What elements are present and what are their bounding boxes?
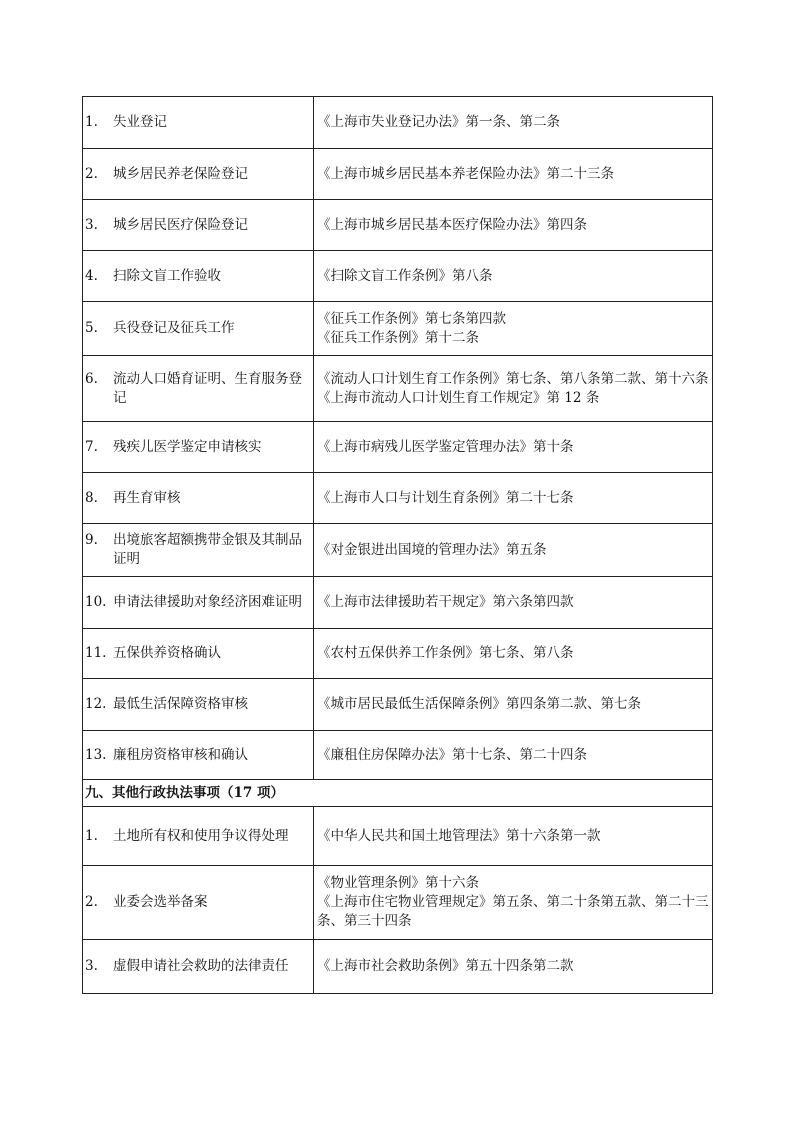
table-row: [83, 251, 713, 302]
legal-basis-text: 《上海市流动人口计划生育工作规定》第 12 条: [317, 389, 600, 406]
item-cell: [83, 807, 314, 866]
legal-basis-text: 《流动人口计划生育工作条例》第七条、第八条第二款、第十六条: [317, 370, 709, 387]
item-cell: [83, 422, 314, 473]
item-wrap: [83, 438, 313, 457]
item-cell: [83, 356, 314, 422]
legal-basis-text: 《中华人民共和国土地管理法》第十六条第一款: [317, 827, 601, 844]
item-number: 6.: [85, 370, 98, 387]
table-row: [83, 940, 713, 994]
legal-basis-text: 《农村五保供养工作条例》第七条、第八条: [317, 645, 574, 661]
legal-basis-cell: [314, 200, 713, 251]
item-cell: [83, 302, 314, 356]
item-number: 2.: [85, 894, 98, 910]
legal-basis-text: 《上海市城乡居民基本养老保险办法》第二十三条: [317, 165, 614, 182]
item-number: 8.: [85, 489, 98, 506]
item-cell: [83, 149, 314, 200]
legal-basis-cell: [314, 302, 713, 356]
legal-basis-text: 《物业管理条例》第十六条: [317, 875, 479, 891]
legal-basis-text: 《征兵工作条例》第七条第四款: [317, 310, 506, 327]
section-header-body: [83, 780, 713, 807]
table-row: [83, 302, 713, 356]
item-wrap: [83, 695, 313, 714]
item-name: 虚假申请社会救助的法律责任: [113, 958, 289, 974]
item-name: 业委会选举备案: [113, 894, 208, 910]
table-body-upper: [83, 97, 713, 780]
legal-basis-text: 《城市居民最低生活保障条例》第四条第二款、第七条: [317, 696, 641, 712]
legal-basis-cell: [314, 524, 713, 577]
item-cell: [83, 473, 314, 524]
item-number: 7.: [85, 438, 98, 455]
legal-basis-text: 《征兵工作条例》第十二条: [317, 329, 479, 346]
legal-basis-text: 《扫除文盲工作条例》第八条: [317, 267, 493, 284]
item-cell: [83, 679, 314, 731]
item-wrap: [83, 165, 313, 184]
item-name: 廉租房资格审核和确认: [113, 746, 248, 763]
item-wrap: [83, 644, 313, 663]
table-body-lower: [83, 807, 713, 994]
item-name: 五保供养资格确认: [113, 645, 221, 661]
item-cell: [83, 866, 314, 940]
item-wrap: [83, 593, 313, 612]
item-name: 流动人口婚育证明、生育服务登记: [113, 370, 302, 406]
item-cell: [83, 940, 314, 994]
legal-basis-cell: [314, 866, 713, 940]
section-title: 九、其他行政执法事项（17 项）: [83, 780, 713, 807]
item-cell: [83, 731, 314, 780]
legal-basis-cell: [314, 473, 713, 524]
legal-basis-cell: [314, 679, 713, 731]
item-wrap: [83, 113, 313, 132]
legal-basis-text: 《上海市病残儿医学鉴定管理办法》第十条: [317, 438, 574, 455]
item-number: 11.: [85, 645, 107, 661]
table-row: [83, 731, 713, 780]
legal-basis-text: 《廉租住房保障办法》第十七条、第二十四条: [317, 746, 587, 763]
legal-basis-cell: [314, 807, 713, 866]
item-number: 13.: [85, 746, 107, 763]
item-name: 城乡居民医疗保险登记: [113, 216, 248, 233]
legal-basis-cell: [314, 629, 713, 679]
item-cell: [83, 251, 314, 302]
item-cell: [83, 577, 314, 629]
item-cell: [83, 524, 314, 577]
table-row: [83, 577, 713, 629]
legal-basis-cell: [314, 731, 713, 780]
table-row: [83, 866, 713, 940]
item-wrap: [83, 531, 313, 569]
item-wrap: [83, 319, 313, 338]
legal-basis-cell: [314, 940, 713, 994]
item-number: 9.: [85, 532, 98, 548]
item-name: 最低生活保障资格审核: [113, 696, 248, 712]
item-number: 10.: [85, 594, 107, 610]
legal-basis-cell: [314, 356, 713, 422]
legal-basis-cell: [314, 97, 713, 149]
table-row: [83, 422, 713, 473]
item-number: 1.: [85, 827, 98, 844]
item-number: 3.: [85, 216, 98, 233]
section-header-row: [83, 780, 713, 807]
legal-basis-text: 《上海市社会救助条例》第五十四条第二款: [317, 958, 574, 974]
table-row: [83, 149, 713, 200]
item-number: 4.: [85, 267, 98, 284]
legal-basis-text: 《上海市人口与计划生育条例》第二十七条: [317, 489, 574, 506]
item-wrap: [83, 216, 313, 235]
item-cell: [83, 200, 314, 251]
item-wrap: [83, 827, 313, 846]
legal-basis-text: 《对金银进出国境的管理办法》第五条: [317, 541, 547, 558]
item-wrap: [83, 267, 313, 286]
item-number: 1.: [85, 114, 98, 130]
legal-basis-text: 《上海市城乡居民基本医疗保险办法》第四条: [317, 216, 587, 233]
item-cell: [83, 629, 314, 679]
legal-basis-cell: [314, 149, 713, 200]
item-name: 土地所有权和使用争议得处理: [113, 827, 289, 844]
item-name: 兵役登记及征兵工作: [113, 320, 235, 336]
table-row: [83, 200, 713, 251]
table-row: [83, 629, 713, 679]
legal-basis-cell: [314, 422, 713, 473]
item-name: 扫除文盲工作验收: [113, 267, 221, 284]
item-number: 5.: [85, 320, 98, 336]
item-number: 12.: [85, 696, 107, 712]
table-row: [83, 356, 713, 422]
item-wrap: [83, 489, 313, 508]
table-row: [83, 524, 713, 577]
item-name: 出境旅客超额携带金银及其制品证明: [113, 532, 302, 567]
item-wrap: [83, 746, 313, 765]
item-name: 残疾儿医学鉴定申请核实: [113, 438, 262, 455]
item-name: 失业登记: [113, 114, 167, 130]
item-name: 城乡居民养老保险登记: [113, 165, 248, 182]
item-wrap: [83, 893, 313, 912]
item-wrap: [83, 370, 313, 408]
item-number: 3.: [85, 958, 98, 974]
legal-basis-text: 《上海市失业登记办法》第一条、第二条: [317, 114, 560, 130]
table-row: [83, 679, 713, 731]
table-row: [83, 97, 713, 149]
legal-basis-text: 《上海市法律援助若干规定》第六条第四款: [317, 594, 574, 610]
item-cell: [83, 97, 314, 149]
item-number: 2.: [85, 165, 98, 182]
legal-basis-cell: [314, 577, 713, 629]
regulation-table: [82, 96, 713, 994]
item-name: 申请法律援助对象经济困难证明: [113, 594, 302, 610]
legal-basis-text: 《上海市住宅物业管理规定》第五条、第二十条第五款、第二十三条、第三十四条: [317, 894, 709, 929]
legal-basis-cell: [314, 251, 713, 302]
table-row: [83, 807, 713, 866]
item-name: 再生育审核: [113, 489, 181, 506]
item-wrap: [83, 957, 313, 976]
table-row: [83, 473, 713, 524]
